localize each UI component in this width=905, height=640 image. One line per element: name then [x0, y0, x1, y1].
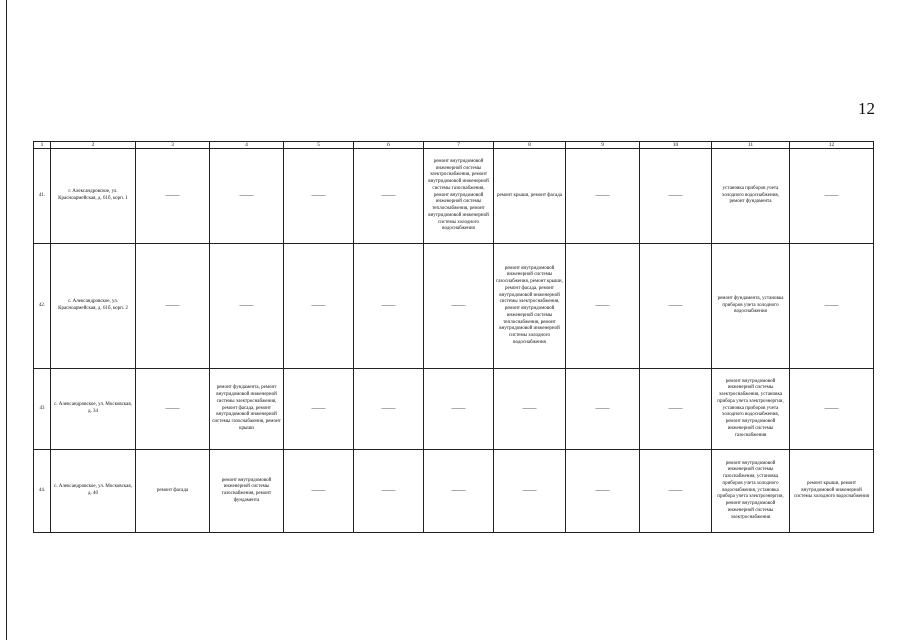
- work-cell: [566, 244, 640, 369]
- work-cell: [424, 149, 494, 244]
- cell-text: ——: [668, 486, 683, 495]
- table-header-row: [34, 142, 874, 149]
- cell-text: ——: [668, 191, 683, 200]
- work-cell: [566, 149, 640, 244]
- work-cell: [424, 450, 494, 533]
- header-cell: 3: [136, 142, 210, 149]
- work-cell: [640, 149, 712, 244]
- cell-text: ——: [381, 404, 396, 413]
- table-row: [34, 244, 874, 369]
- work-cell: [210, 244, 284, 369]
- work-cell: [210, 369, 284, 450]
- table-body: [34, 142, 874, 533]
- address-cell: [51, 244, 136, 369]
- cell-text: с. Александровское, ул. Красноармейская, д. 61б, корп. 2: [58, 299, 128, 311]
- header-cell: 5: [284, 142, 354, 149]
- cell-text: ——: [824, 404, 839, 413]
- work-cell: [354, 450, 424, 533]
- work-cell: [494, 149, 566, 244]
- work-cell: [640, 244, 712, 369]
- work-cell: [284, 450, 354, 533]
- cell-text: ——: [824, 301, 839, 310]
- scan-left-edge: [6, 0, 7, 640]
- cell-text: ремонт внутридомовой инженерной системы электроснабжения, установка прибора учета электроэнергии, установка приборов учета холодного водоснабжения, ремонт внутридомовой инженерной системы газоснабжения: [717, 378, 784, 438]
- row-number-cell: [34, 450, 51, 533]
- address-cell: [51, 369, 136, 450]
- work-cell: [424, 369, 494, 450]
- work-cell: [354, 369, 424, 450]
- cell-text: ——: [165, 191, 180, 200]
- cell-text: ——: [239, 191, 254, 200]
- work-cell: [136, 149, 210, 244]
- cell-text: ——: [595, 301, 610, 310]
- cell-text: ——: [311, 191, 326, 200]
- cell-text: ——: [824, 191, 839, 200]
- cell-text: ремонт внутридомовой инженерной системы газоснабжения, установка приборов учета холодного водоснабжения, установка прибора учета электроэнергии, ремонт внутридомовой инженерной системы электроснабжения: [717, 460, 784, 520]
- work-cell: [790, 149, 874, 244]
- header-cell: 6: [354, 142, 424, 149]
- cell-text: ——: [239, 301, 254, 310]
- cell-text: ——: [381, 301, 396, 310]
- cell-text: с. Александровское, ул. Московская, д. 34: [54, 402, 132, 414]
- page-number: 12: [858, 99, 875, 118]
- header-cell: 11: [712, 142, 790, 149]
- cell-text: ——: [451, 486, 466, 495]
- cell-text: с. Александровское, ул. Московская, д. 40: [54, 484, 132, 496]
- work-cell: [494, 369, 566, 450]
- work-cell: [640, 450, 712, 533]
- work-cell: [354, 244, 424, 369]
- work-cell: [354, 149, 424, 244]
- cell-text: ——: [522, 404, 537, 413]
- works-table: [33, 141, 874, 533]
- cell-text: ремонт крыши, ремонт фасада: [496, 192, 563, 198]
- cell-text: г. Александровское, ул. Красноармейская, д. 61б, корп. 1: [58, 189, 128, 201]
- work-cell: [712, 244, 790, 369]
- header-cell: 8: [494, 142, 566, 149]
- work-cell: [790, 450, 874, 533]
- work-cell: [640, 369, 712, 450]
- work-cell: [284, 369, 354, 450]
- header-cell: 2: [51, 142, 136, 149]
- cell-text: 41.: [38, 192, 46, 198]
- work-cell: [790, 369, 874, 450]
- work-cell: [284, 149, 354, 244]
- cell-text: ——: [381, 486, 396, 495]
- work-cell: [136, 450, 210, 533]
- row-number-cell: [34, 369, 51, 450]
- cell-text: ——: [311, 404, 326, 413]
- row-number-cell: [34, 244, 51, 369]
- cell-text: ремонт внутридомовой инженерной системы газоснабжения, ремонт фундамента: [221, 477, 272, 503]
- work-cell: [210, 149, 284, 244]
- cell-text: 42.: [38, 302, 46, 308]
- cell-text: ——: [381, 191, 396, 200]
- cell-text: 44.: [38, 487, 46, 493]
- table-row: [34, 149, 874, 244]
- cell-text: ——: [311, 486, 326, 495]
- work-cell: [494, 450, 566, 533]
- work-cell: [494, 244, 566, 369]
- header-cell: 4: [210, 142, 284, 149]
- cell-text: ——: [668, 301, 683, 310]
- work-cell: [284, 244, 354, 369]
- row-number-cell: [34, 149, 51, 244]
- cell-text: ——: [595, 486, 610, 495]
- cell-text: ремонт внутридомовой инженерной системы газоснабжения, ремонт крыши, ремонт фасада, ремонт внутридомовой инженерной системы электроснабжения, ремонт внутридомовой инженерной системы теплоснабжения, ремонт внутридомовой инженерной системы холодного водоснабжения: [496, 265, 563, 345]
- cell-text: ремонт фундамента, ремонт внутридомовой инженерной системы электроснабжения, ремонт фасада, ремонт внутридомовой инженерной системы газоснабжения, ремонт крыши: [212, 385, 281, 431]
- cell-text: ——: [451, 301, 466, 310]
- cell-text: ——: [522, 486, 537, 495]
- work-cell: [712, 369, 790, 450]
- cell-text: ——: [451, 404, 466, 413]
- cell-text: 43: [39, 405, 45, 411]
- cell-text: ——: [595, 191, 610, 200]
- address-cell: [51, 149, 136, 244]
- work-cell: [136, 369, 210, 450]
- cell-text: ——: [668, 404, 683, 413]
- work-cell: [424, 244, 494, 369]
- table-row: [34, 450, 874, 533]
- address-cell: [51, 450, 136, 533]
- header-cell: 7: [424, 142, 494, 149]
- table-row: [34, 369, 874, 450]
- work-cell: [790, 244, 874, 369]
- work-cell: [136, 244, 210, 369]
- work-cell: [210, 450, 284, 533]
- cell-text: ——: [165, 404, 180, 413]
- cell-text: установка приборов учета холодного водоснабжения, ремонт фундамента: [722, 185, 779, 205]
- cell-text: ремонт крыши, ремонт внутридомовой инженерной системы холодного водоснабжения: [794, 480, 869, 500]
- header-cell: 10: [640, 142, 712, 149]
- header-cell: 9: [566, 142, 640, 149]
- cell-text: ремонт фундамента, установка приборов учета холодного водоснабжения: [717, 295, 784, 315]
- cell-text: ——: [165, 301, 180, 310]
- header-cell: 12: [790, 142, 874, 149]
- work-cell: [566, 450, 640, 533]
- header-cell: 1: [34, 142, 51, 149]
- work-cell: [566, 369, 640, 450]
- cell-text: ——: [595, 404, 610, 413]
- cell-text: ——: [311, 301, 326, 310]
- cell-text: ремонт фасада: [156, 487, 189, 493]
- work-cell: [712, 149, 790, 244]
- cell-text: ремонт внутридомовой инженерной системы электроснабжения, ремонт внутридомовой инженерной системы газоснабжения, ремонт внутридомовой инженерной системы теплоснабжения, ремонт внутридомовой инженерной системы холодного водоснабжения: [428, 158, 489, 232]
- work-cell: [712, 450, 790, 533]
